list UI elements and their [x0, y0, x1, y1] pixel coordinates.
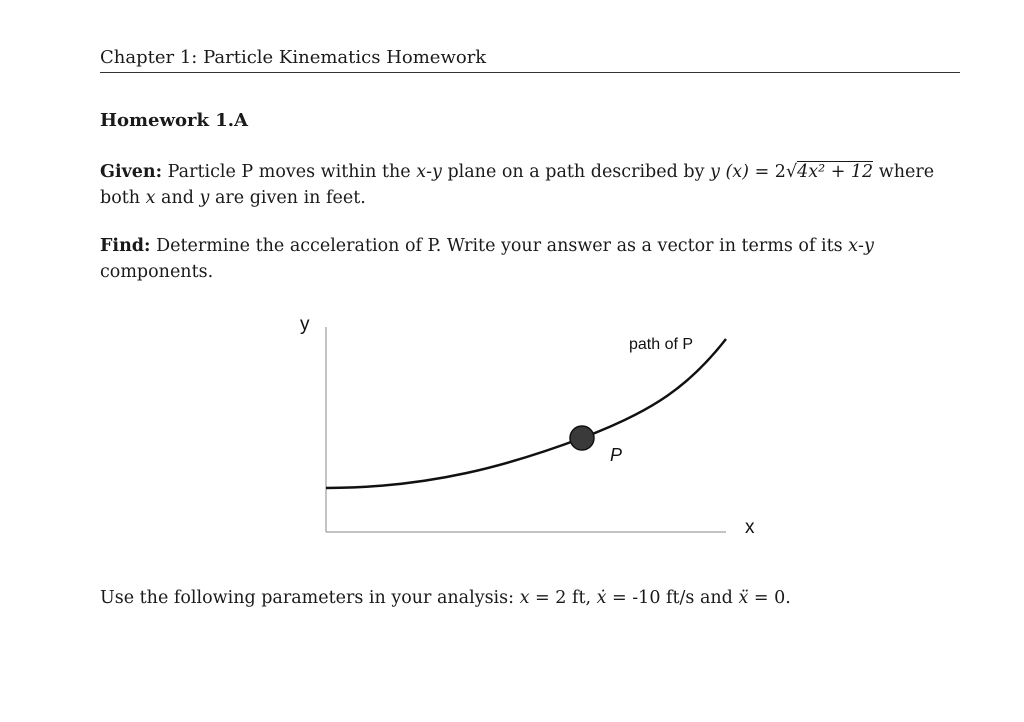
find-label: Find: [100, 236, 151, 256]
given-var-y-2: y [199, 188, 210, 208]
given-var-x-2: x [145, 188, 156, 208]
particle-label: P [610, 445, 623, 465]
sqrt-body: 4x² + 12 [797, 162, 874, 182]
chapter-title: Chapter 1: Particle Kinematics Homework [100, 47, 487, 68]
chapter-header [100, 46, 960, 73]
find-var-y: y [863, 236, 874, 256]
given-text-5: are given in feet. [209, 188, 366, 208]
particle-path-curve [326, 339, 726, 488]
given-hyphen: - [426, 162, 432, 182]
param-x-value: = 2 ft, [529, 588, 597, 608]
x-axis-label: x [745, 517, 755, 538]
find-hyphen: - [858, 236, 864, 256]
given-equation-sign: = 2 [749, 162, 786, 182]
given-text-3: where both [100, 162, 935, 208]
param-xdot-value: = -10 ft/s and [606, 588, 739, 608]
find-paragraph [100, 233, 962, 285]
param-xdot: ẋ [596, 588, 607, 608]
given-text-4: and [155, 188, 200, 208]
path-label: path of P [629, 336, 694, 353]
find-var-x: x [848, 236, 859, 256]
param-xddot-value: = 0. [748, 588, 791, 608]
path-diagram [290, 305, 780, 550]
given-equation-lhs: y (x) [710, 162, 750, 182]
homework-title: Homework 1.A [100, 110, 248, 131]
y-axis-label: y [300, 314, 310, 335]
sqrt-sign: √ [785, 162, 798, 182]
given-paragraph [100, 159, 962, 211]
find-text-2: components. [100, 262, 214, 282]
given-text-1: Particle P moves within the [167, 162, 417, 182]
given-text-2: plane on a path described by [441, 162, 711, 182]
params-text-1: Use the following parameters in your analysis: [100, 588, 520, 608]
parameters-paragraph [100, 585, 962, 611]
param-xddot: ẍ [738, 588, 749, 608]
given-var-y: y [432, 162, 442, 182]
param-x: x [519, 588, 530, 608]
find-text-1: Determine the acceleration of P. Write your answer as a vector in terms of its [156, 236, 849, 256]
given-label: Given: [100, 162, 163, 182]
given-var-x: x [416, 162, 427, 182]
particle-p-marker [570, 426, 594, 450]
